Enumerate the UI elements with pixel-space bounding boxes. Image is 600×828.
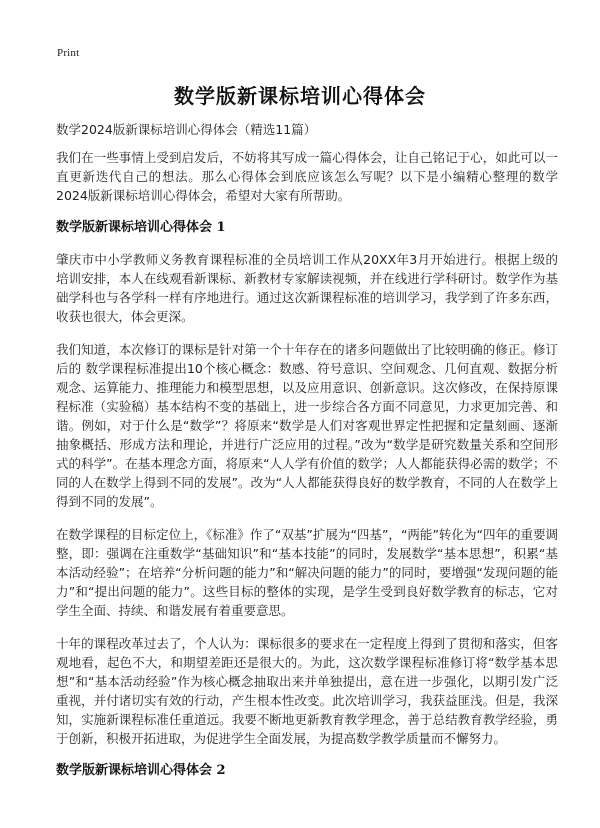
document-body [56, 148, 558, 793]
section-heading-1: 数学版新课标培训心得体会 1 [56, 220, 226, 235]
document-subtitle: 数学2024版新课标培训心得体会（精选11篇） [56, 122, 317, 137]
body-paragraph-3: 在数学课程的目标定位上，《标准》作了“双基”扩展为“四基”，“两能”转化为“四年的重要调整，即：强调在注重数学“基础知识”和“基本技能”的同时，发展数学“基本思想”，积累“基本活动经验”；在培养“分析问题的能力”和“解决问题的能力”的同时，要增强“发现问题的能力”和“提出问题的能力”。这些目标的整体的实现，是学生受到良好数学教育的标志，它对学生全面、持续、和谐发展有着重要意思。 [56, 527, 558, 618]
print-link[interactable]: Print [57, 47, 80, 59]
body-paragraph-4: 十年的课程改革过去了，个人认为：课标很多的要求在一定程度上得到了贯彻和落实，但客观地看，起色不大，和期望差距还是很大的。为此，这次数学课程标准修订将“数学基本思想”和“基本活动经验”作为核心概念抽取出来并单独提出，意在进一步强化，以期引发广泛重视，并付诸切实有效的行动，产生根本性改变。此次培训学习，我获益匪浅。但是，我深知，实施新课程标准任重道远。我要不断地更新教育教学理念，善于总结教育教学经验，勇于创新，积极开拓进取，为促进学生全面发展，为提高数学教学质量而不懈努力。 [56, 636, 558, 746]
section-heading-2: 数学版新课标培训心得体会 2 [56, 763, 226, 778]
intro-paragraph: 我们在一些事情上受到启发后，不妨将其写成一篇心得体会，让自己铭记于心，如此可以一直更新迭代自己的想法。那么心得体会到底应该怎么写呢？以下是小编精心整理的数学2024版新课标培训心得体会，希望对大家有所帮助。 [56, 150, 558, 203]
body-paragraph-1: 肇庆市中小学教师义务教育课程标准的全员培训工作从20XX年3月开始进行。根据上级的培训安排，本人在线观看新课标、新教材专家解读视频，并在线进行学科研讨。数学作为基础学科也与各学科一样有序地进行。通过这次新课程标准的培训学习，我学到了许多东西，收获也很大，体会更深。 [56, 252, 558, 324]
body-paragraph-2: 我们知道，本次修订的课标是针对第一个十年存在的诸多问题做出了比较明确的修正。修订后的 数学课程标准提出10个核心概念：数感、符号意识、空间观念、几何直观、数据分析观念、运算能力、推理能力和模型思想，以及应用意识、创新意识。这次修改，在保持原课程标准（实验稿）基本结构不变的基础上，进一步综合各方面不同意见，力求更加完善、和谐。例如，对于什么是“数学”？将原来“数学是人们对客观世界定性把握和定量刻画、逐渐抽象概括、形成方法和理论，并进行广泛应用的过程。”改为“数学是研究数量关系和空间形式的科学”。在基本理念方面，将原来“人人学有价值的数学；人人都能获得必需的数学；不同的人在数学上得到不同的发展”。改为“人人都能获得良好的数学教育，不同的人在数学上得到不同的发展”。 [56, 342, 558, 509]
page-title: 数学版新课标培训心得体会 [174, 84, 426, 108]
